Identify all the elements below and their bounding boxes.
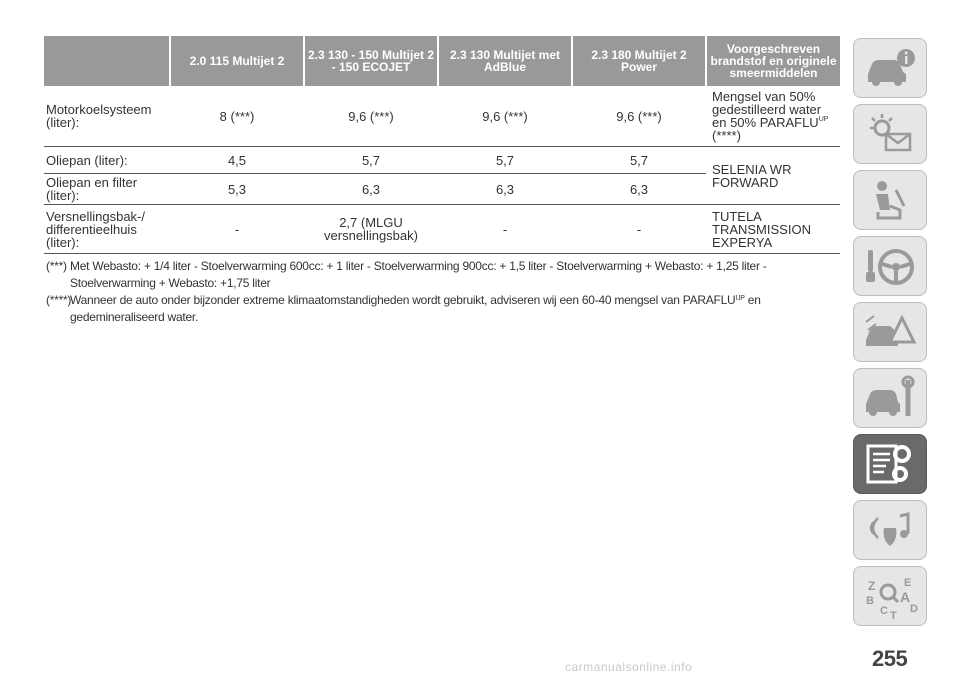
- footnote-text: Met Webasto: + 1/4 liter - Stoelverwarming 600cc: + 1 liter - Stoelverwarming 900cc: + 1,5 liter - Stoelverwarming + Webasto: + 1,25 liter - Stoelverwarming + Webasto: +1,75 liter: [70, 259, 767, 290]
- cell: -: [438, 205, 572, 254]
- footnote-sup: UP: [735, 295, 745, 302]
- page-number: 255: [872, 646, 908, 671]
- header-col-5: Voorgeschreven brandstof en originele smeermiddelen: [706, 36, 840, 86]
- header-col-2: 2.3 130 - 150 Multijet 2 - 150 ECOJET: [304, 36, 438, 86]
- cell: 9,6 (***): [572, 86, 706, 147]
- cell: 4,5: [170, 147, 304, 174]
- tab-safety[interactable]: [853, 170, 927, 230]
- row-label: Oliepan en filter (liter):: [44, 174, 170, 205]
- index-letter: D: [910, 603, 918, 615]
- car-emergency-icon: [860, 308, 920, 356]
- cell: 6,3: [572, 174, 706, 205]
- cell: 5,7: [438, 147, 572, 174]
- cell: 9,6 (***): [438, 86, 572, 147]
- cell: -: [170, 205, 304, 254]
- table-header-row: [44, 36, 840, 86]
- row-label: Oliepan (liter):: [44, 147, 170, 174]
- chapter-sidebar: [853, 38, 927, 632]
- table-row: [44, 147, 840, 174]
- tab-warning-lights[interactable]: [853, 104, 927, 164]
- multimedia-icon: [860, 506, 920, 554]
- footnote: [46, 258, 842, 292]
- footnotes: [46, 258, 842, 326]
- cell: 5,3: [170, 174, 304, 205]
- cell: 6,3: [438, 174, 572, 205]
- cell: 5,7: [572, 147, 706, 174]
- footnote-mark: (***): [46, 259, 67, 273]
- table-row: [44, 86, 840, 147]
- tab-technical-specs[interactable]: [853, 434, 927, 494]
- tab-emergency[interactable]: [853, 302, 927, 362]
- warning-light-mail-icon: [860, 110, 920, 158]
- cell: 8 (***): [170, 86, 304, 147]
- index-icon: [860, 572, 920, 620]
- specs-table: [44, 36, 840, 254]
- tab-car-info[interactable]: [853, 38, 927, 98]
- footnote-mark: (****): [46, 293, 72, 307]
- footnote-text: Wanneer de auto onder bijzonder extreme klimaatomstandigheden wordt gebruikt, adviseren wij een 60-40 mengsel van PARAFLU: [70, 293, 736, 307]
- oil-fluid-cell: SELENIA WR FORWARD: [706, 147, 840, 205]
- fluid-sup: UP: [818, 116, 829, 123]
- fluid-cell: [706, 86, 840, 147]
- tab-multimedia[interactable]: [853, 500, 927, 560]
- tab-maintenance[interactable]: [853, 368, 927, 428]
- header-col-1: 2.0 115 Multijet 2: [170, 36, 304, 86]
- seat-airbag-icon: [860, 176, 920, 224]
- index-letter: Z: [868, 579, 876, 593]
- header-label: [44, 36, 170, 86]
- table-row: [44, 205, 840, 254]
- car-info-icon: [860, 44, 920, 92]
- index-letter: A: [900, 589, 911, 605]
- header-col-4: 2.3 180 Multijet 2 Power: [572, 36, 706, 86]
- steering-wheel-icon: [860, 242, 920, 290]
- specs-gear-icon: [860, 440, 920, 488]
- car-service-icon: [860, 374, 920, 422]
- header-col-3: 2.3 130 Multijet met AdBlue: [438, 36, 572, 86]
- index-letter: C: [880, 605, 888, 617]
- row-label: Versnellingsbak-/ differentieelhuis (liter):: [44, 205, 170, 254]
- cell: -: [572, 205, 706, 254]
- index-letter: B: [866, 595, 874, 607]
- cell: 2,7 (MLGU versnellingsbak): [304, 205, 438, 254]
- row-label: Motorkoelsysteem (liter):: [44, 86, 170, 147]
- fluid-cell: TUTELA TRANSMISSION EXPERYA: [706, 205, 840, 254]
- watermark: carmanualsonline.info: [565, 660, 693, 674]
- cell: 6,3: [304, 174, 438, 205]
- tab-index[interactable]: [853, 566, 927, 626]
- index-letter: E: [904, 577, 912, 589]
- fluid-note: (****): [712, 128, 741, 143]
- index-letter: T: [890, 610, 897, 620]
- footnote-text-end: en gedemineraliseerd water.: [70, 293, 761, 324]
- cell: 5,7: [304, 147, 438, 174]
- footnote: [46, 292, 842, 326]
- cell: 9,6 (***): [304, 86, 438, 147]
- tab-starting-driving[interactable]: [853, 236, 927, 296]
- fluid-text: Mengsel van 50% gedestilleerd water en 50% PARAFLU: [712, 89, 822, 130]
